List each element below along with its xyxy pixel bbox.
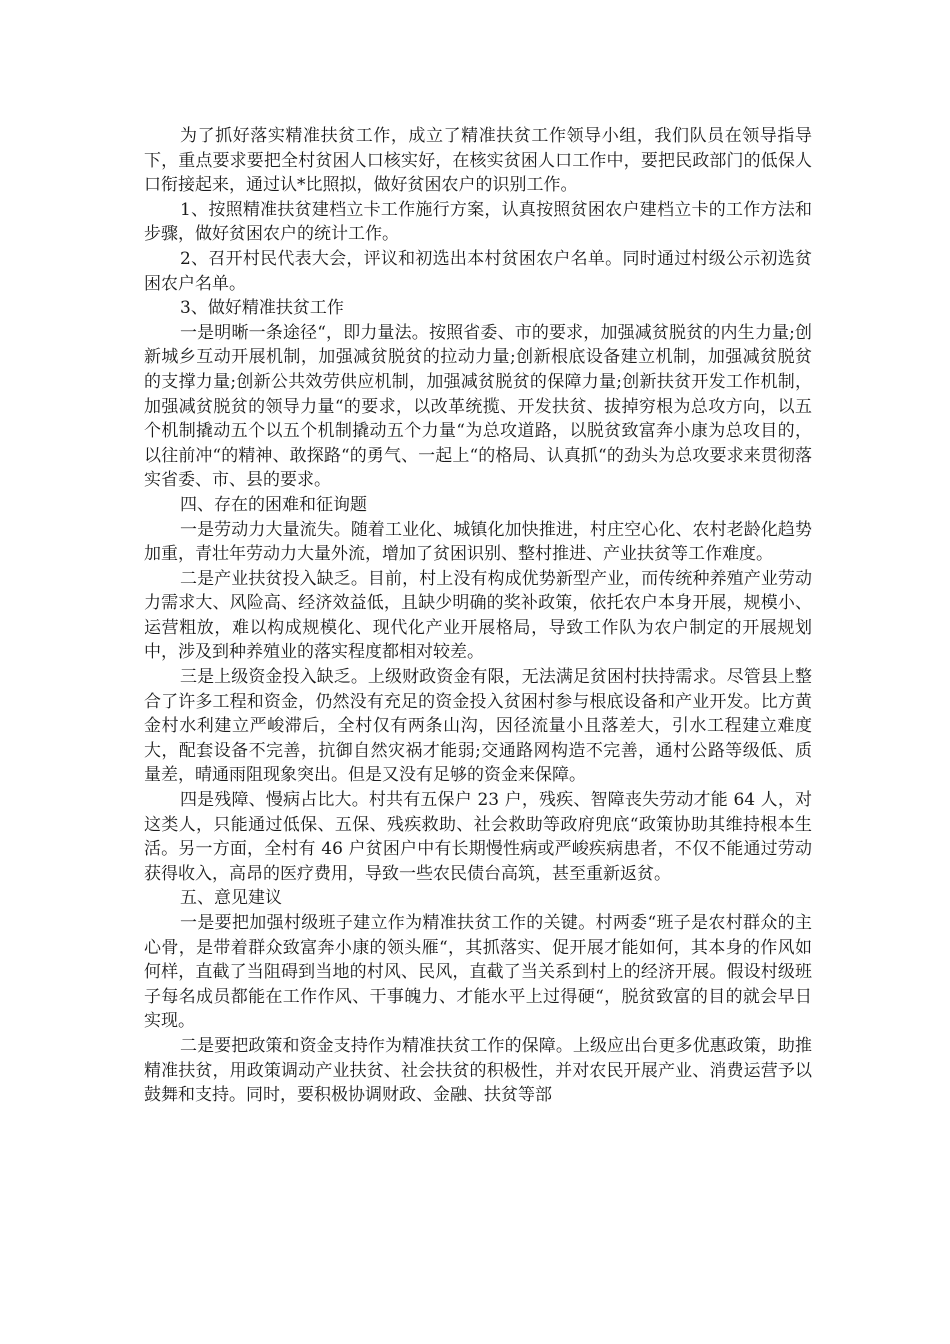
paragraph-suggestion-2: 二是要把政策和资金支持作为精准扶贫工作的保障。上级应出台更多优惠政策，助推精准扶贫，用政策调动产业扶贫、社会扶贫的积极性，并对农民开展产业、消费运营予以鼓舞和支持。同时，要积极协调财政、金融、扶贫等部 [144,1035,812,1106]
paragraph-difficulty-1: 一是劳动力大量流失。随着工业化、城镇化加快推进，村庄空心化、农村老龄化趋势加重，青壮年劳动力大量外流，增加了贫困识别、整村推进、产业扶贫等工作难度。 [144,519,812,565]
paragraph-difficulty-3: 三是上级资金投入缺乏。上级财政资金有限，无法满足贫困村扶持需求。尽管县上整合了许多工程和资金，仍然没有充足的资金投入贫困村参与根底设备和产业开发。比方黄金村水利建立严峻滞后，全村仅有两条山沟，因径流量小且落差大，引水工程建立难度大，配套设备不完善，抗御自然灾祸才能弱;交通路网构造不完善，通村公路等级低、质量差，晴通雨阻现象突出。但是又没有足够的资金来保障。 [144,667,812,786]
paragraph-suggestion-1: 一是要把加强村级班子建立作为精准扶贫工作的关键。村两委“班子是农村群众的主心骨，是带着群众致富奔小康的领头雁“，其抓落实、促开展才能如何，其本身的作风如何样，直截了当阻碍到当地的村风、民风，直截了当关系到村上的经济开展。假设村级班子每名成员都能在工作作风、干事魄力、才能水平上过得硬“，脱贫致富的目的就会早日实现。 [144,913,812,1032]
document-body [144,124,812,1108]
paragraph-item-3-heading: 3、做好精准扶贫工作 [180,298,344,319]
paragraph-strategy: 一是明晰一条途径“，即力量法。按照省委、市的要求，加强减贫脱贫的内生力量;创新城乡互动开展机制，加强减贫脱贫的拉动力量;创新根底设备建立机制，加强减贫脱贫的支撑力量;创新公共效劳供应机制，加强减贫脱贫的保障力量;创新扶贫开发工作机制，加强减贫脱贫的领导力量“的要求，以改革统揽、开发扶贫、拔掉穷根为总攻方向，以五个机制撬动五个以五个机制撬动五个力量“为总攻道路，以脱贫致富奔小康为总攻目的，以往前冲“的精神、敢探路“的勇气、一起上“的格局、认真抓“的劲头为总攻要求来贯彻落实省委、市、县的要求。 [144,322,812,491]
paragraph-item-2: 2、召开村民代表大会，评议和初选出本村贫困农户名单。同时通过村级公示初选贫困农户名单。 [144,248,812,294]
paragraph-item-1: 1、按照精准扶贫建档立卡工作施行方案，认真按照贫困农户建档立卡的工作方法和步骤，做好贫困农户的统计工作。 [144,199,812,245]
paragraph-difficulty-4: 四是残障、慢病占比大。村共有五保户 23 户，残疾、智障丧失劳动才能 64 人，对这类人，只能通过低保、五保、残疾救助、社会救助等政府兜底“政策协助其维持根本生活。另一方面，全村有 46 户贫困户中有长期慢性病或严峻疾病患者，不仅不能通过劳动获得收入，高昂的医疗费用，导致一些农民债台高筑，甚至重新返贫。 [144,790,812,884]
paragraph-difficulty-2: 二是产业扶贫投入缺乏。目前，村上没有构成优势新型产业，而传统种养殖产业劳动力需求大、风险高、经济效益低，且缺少明确的奖补政策，依托农户本身开展，规模小、运营粗放，难以构成规模化、现代化产业开展格局，导致工作队为农户制定的开展规划中，涉及到种养殖业的落实程度都相对较差。 [144,568,812,663]
paragraph-intro: 为了抓好落实精准扶贫工作，成立了精准扶贫工作领导小组，我们队员在领导指导下，重点要求要把全村贫困人口核实好，在核实贫困人口工作中，要把民政部门的低保人口衔接起来，通过认*比照拟，做好贫困农户的识别工作。 [144,126,812,196]
section-heading-difficulties: 四、存在的困难和征询题 [180,494,367,515]
section-heading-suggestions: 五、意见建议 [180,888,282,909]
